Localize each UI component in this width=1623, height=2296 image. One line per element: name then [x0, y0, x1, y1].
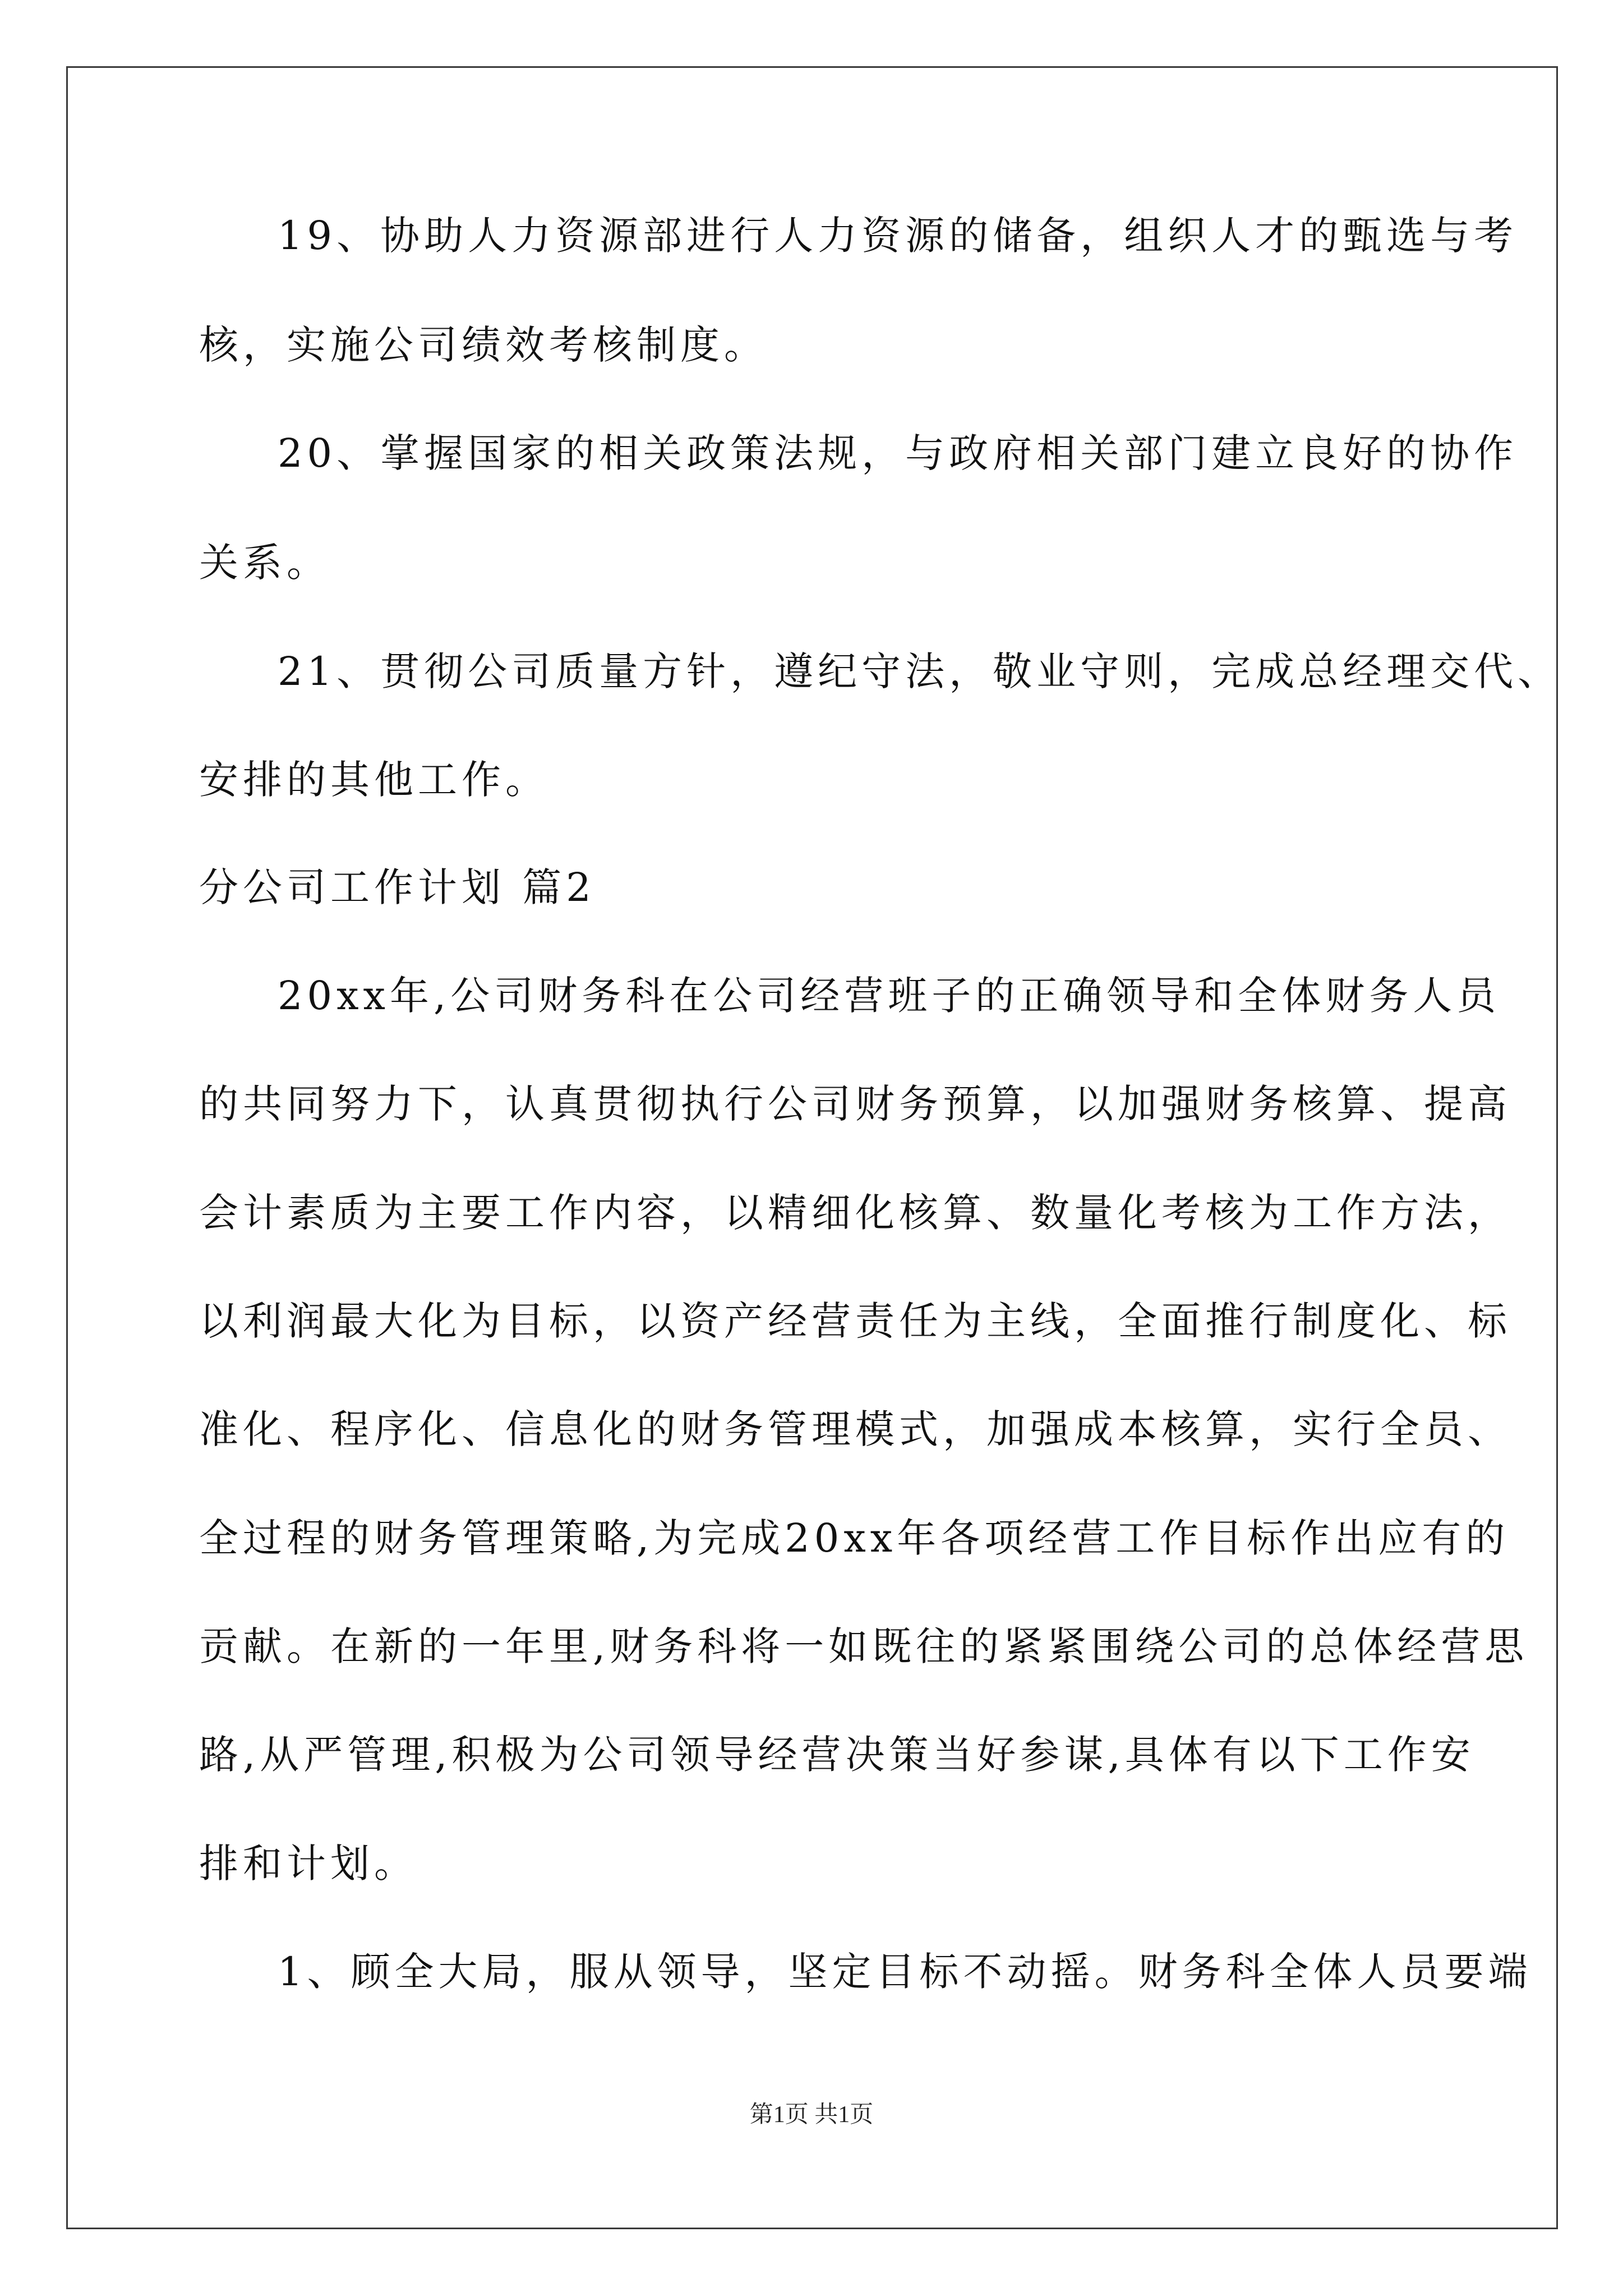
paragraph-line: 安排的其他工作。: [199, 757, 549, 803]
page-footer: 第1页 共1页: [749, 2102, 874, 2128]
paragraph-line: 19、协助人力资源部进行人力资源的储备，组织人才的甄选与考: [278, 213, 1518, 259]
paragraph-line: 20、掌握国家的相关政策法规，与政府相关部门建立良好的协作: [278, 430, 1518, 476]
paragraph-line: 关系。: [199, 540, 330, 586]
paragraph-line: 全过程的财务管理策略,为完成20xx年各项经营工作目标作出应有的: [199, 1515, 1510, 1561]
paragraph-line: 路,从严管理,积极为公司领导经营决策当好参谋,具体有以下工作安: [199, 1732, 1475, 1778]
paragraph-line: 贡献。在新的一年里,财务科将一如既往的紧紧围绕公司的总体经营思: [199, 1623, 1529, 1669]
paragraph-line: 排和计划。: [199, 1841, 418, 1887]
paragraph-line: 1、顾全大局，服从领导，坚定目标不动摇。财务科全体人员要端: [278, 1949, 1532, 1995]
page-border: [66, 66, 1558, 2229]
paragraph-line: 准化、程序化、信息化的财务管理模式，加强成本核算，实行全员、: [199, 1406, 1511, 1452]
paragraph-line: 的共同努力下，认真贯彻执行公司财务预算，以加强财务核算、提高: [199, 1081, 1511, 1127]
paragraph-line: 21、贯彻公司质量方针，遵纪守法，敬业守则，完成总经理交代、: [278, 648, 1562, 694]
paragraph-line: 20xx年,公司财务科在公司经营班子的正确领导和全体财务人员: [278, 973, 1501, 1019]
section-heading: 分公司工作计划 篇2: [199, 864, 596, 910]
paragraph-line: 会计素质为主要工作内容，以精细化核算、数量化考核为工作方法，: [199, 1190, 1511, 1236]
paragraph-line: 以利润最大化为目标，以资产经营责任为主线，全面推行制度化、标: [199, 1298, 1511, 1344]
paragraph-line: 核，实施公司绩效考核制度。: [199, 322, 768, 368]
